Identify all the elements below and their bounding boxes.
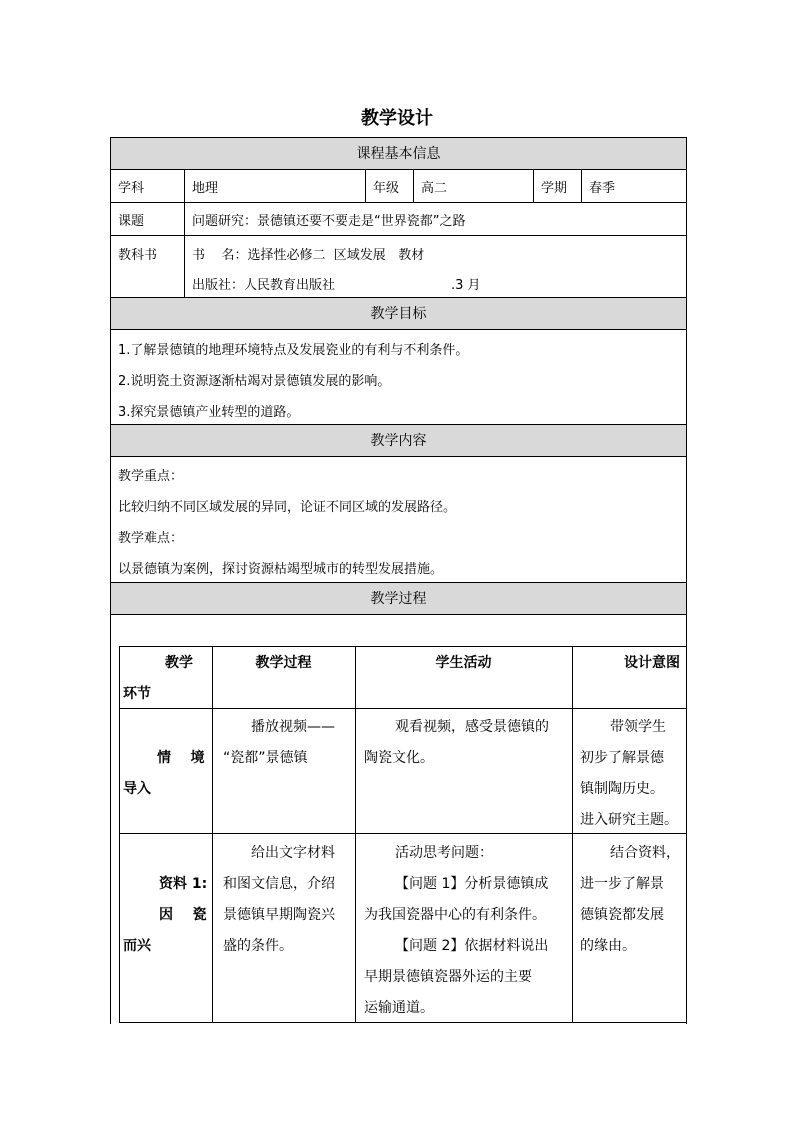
key-point-label: 教学重点： (118, 469, 184, 484)
row1-stage-b: 导入 (123, 781, 151, 797)
header-stage-b: 环节 (123, 686, 151, 702)
row1-activity-a: 观看视频，感受景德镇的 (395, 719, 549, 735)
section-header-process (110, 583, 687, 615)
textbook-label: 教科书 (111, 236, 185, 297)
table-row-textbook (110, 236, 687, 298)
textbook-name: 书 名：选择性必修二 区域发展 教材 (192, 248, 425, 263)
row2-intent-d: 的缘由。 (580, 938, 636, 954)
topic-value: 问题研究：景德镇还要不要走是“世界瓷都”之路 (192, 213, 466, 229)
header-activity: 学生活动 (435, 655, 492, 671)
page-title: 教学设计 (361, 108, 433, 129)
row1-intent-b: 初步了解景德 (580, 750, 664, 766)
section-header-objectives (110, 298, 687, 330)
header-process: 教学过程 (255, 655, 312, 671)
difficulty-text: 以景德镇为案例，探讨资源枯竭型城市的转型发展措施。 (118, 562, 444, 577)
row2-activity-a: 活动思考问题： (395, 845, 493, 861)
textbook-month: .3 月 (451, 278, 481, 293)
row1-intent-a: 带领学生 (610, 719, 666, 735)
row2-process-c: 景德镇早期陶瓷兴 (223, 907, 335, 923)
row2-intent-a: 结合资料， (610, 845, 680, 861)
section-header-content (110, 425, 687, 457)
subject-value: 地理 (185, 170, 366, 202)
row2-process-a: 给出文字材料 (251, 845, 335, 861)
table-row-subject (110, 170, 687, 203)
row2-stage-a: 资料 1: (159, 876, 208, 892)
objective-item: 3.探究景德镇产业转型的道路。 (118, 405, 300, 420)
textbook-publisher: 出版社：人民教育出版社 (192, 278, 336, 293)
table-row-topic (110, 203, 687, 236)
section-label: 教学目标 (370, 306, 427, 322)
row2-stage-c: 而兴 (123, 938, 151, 954)
row1-activity-b: 陶瓷文化。 (364, 750, 434, 766)
row1-process-b: “瓷都”景德镇 (223, 750, 308, 766)
row1-intent-c: 镇制陶历史。 (580, 781, 664, 797)
objectives-block (110, 330, 687, 425)
process-table (119, 646, 687, 1023)
term-value: 春季 (589, 180, 616, 196)
row1-intent-d: 进入研究主题。 (580, 812, 678, 828)
topic-label: 课题 (111, 203, 185, 235)
section-header-basic-info (110, 137, 687, 170)
section-label: 教学内容 (370, 433, 427, 449)
objective-item: 1.了解景德镇的地理环境特点及发展瓷业的有利与不利条件。 (118, 343, 469, 358)
row1-stage-a: 情 境 (157, 750, 205, 766)
difficulty-label: 教学难点： (118, 531, 184, 546)
section-label: 课程基本信息 (356, 146, 441, 162)
row2-activity-b: 【问题 1】分析景德镇成 (395, 876, 549, 892)
row2-activity-c: 为我国瓷器中心的有利条件。 (364, 907, 546, 923)
row2-activity-d: 【问题 2】依据材料说出 (395, 938, 549, 954)
header-stage-a: 教学 (165, 655, 193, 671)
key-point-text: 比较归纳不同区域发展的异同，论证不同区域的发展路径。 (118, 500, 457, 515)
row2-activity-e: 早期景德镇瓷器外运的主要 (364, 969, 532, 985)
objective-item: 2.说明瓷土资源逐渐枯竭对景德镇发展的影响。 (118, 374, 391, 389)
row2-intent-b: 进一步了解景 (580, 876, 664, 892)
row1-process-a: 播放视频—— (251, 719, 335, 735)
term-label: 学期 (534, 170, 582, 202)
row2-activity-f: 运输通道。 (364, 1000, 434, 1016)
section-label: 教学过程 (370, 591, 427, 607)
grade-label: 年级 (366, 170, 414, 202)
row2-process-b: 和图文信息，介绍 (223, 876, 335, 892)
header-intent: 设计意图 (624, 655, 680, 671)
subject-label: 学科 (111, 170, 185, 202)
row2-intent-c: 德镇瓷都发展 (580, 907, 664, 923)
row2-process-d: 盛的条件。 (223, 938, 293, 954)
content-block (110, 457, 687, 583)
row2-stage-b: 因 瓷 (159, 907, 207, 923)
grade-value: 高二 (414, 170, 534, 202)
